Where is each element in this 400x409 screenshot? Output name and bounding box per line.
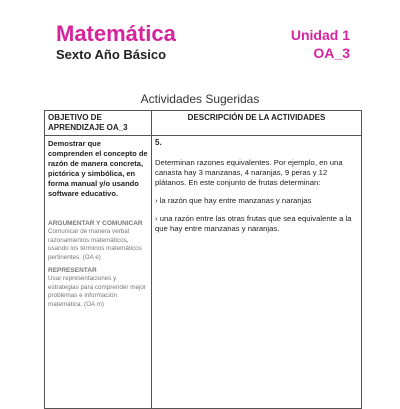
- document-subtitle: Sexto Año Básico: [56, 47, 167, 62]
- activity-text: Determinan razones equivalentes. Por ejemplo, en una canasta hay 3 manzanas, 4 naranjas, 9 peras y 12 plátanos. En este conjunto de frutas determinan:: [155, 158, 343, 187]
- unit-label: Unidad 1: [290, 27, 350, 43]
- activity-bullet: › la razón que hay entre manzanas y naranjas: [155, 196, 312, 205]
- objective-text: Demostrar que comprenden el concepto de razón de manera concreta, pictórica y simbólica, en forma manual y/o usando software educativo.: [48, 139, 148, 198]
- objective-cell: [45, 136, 152, 409]
- table-header-row: [45, 111, 362, 136]
- description-column-header: DESCRIPCIÓN DE LA ACTIVIDADES: [152, 111, 362, 136]
- activity-number: 5.: [155, 138, 162, 147]
- objective-column-header: OBJETIVO DE APRENDIZAJE OA_3: [45, 111, 152, 136]
- description-cell: [152, 136, 362, 409]
- skill-argumentar-text: Comunicar de manera verbal razonamientos matemáticos, usando los términos matemáticos pertinentes. (OA e): [48, 228, 142, 261]
- skill-representar-title: REPRESENTAR: [48, 267, 97, 274]
- oa-label: OA_3: [313, 45, 350, 61]
- skill-representar-text: Usar representaciones y estrategias para comprender mejor problemas e información matemática. (OA m): [48, 275, 146, 308]
- header-left: [56, 22, 176, 63]
- document-title: Matemática: [56, 21, 176, 46]
- header-right: [291, 26, 350, 62]
- section-title: Actividades Sugeridas: [140, 92, 260, 106]
- table-row: [45, 136, 362, 409]
- activities-table: [44, 110, 362, 409]
- skill-argumentar-title: ARGUMENTAR Y COMUNICAR: [48, 220, 143, 227]
- activity-bullet: › una razón entre las otras frutas que sea equivalente a la que hay entre manzanas y naranjas.: [155, 214, 352, 233]
